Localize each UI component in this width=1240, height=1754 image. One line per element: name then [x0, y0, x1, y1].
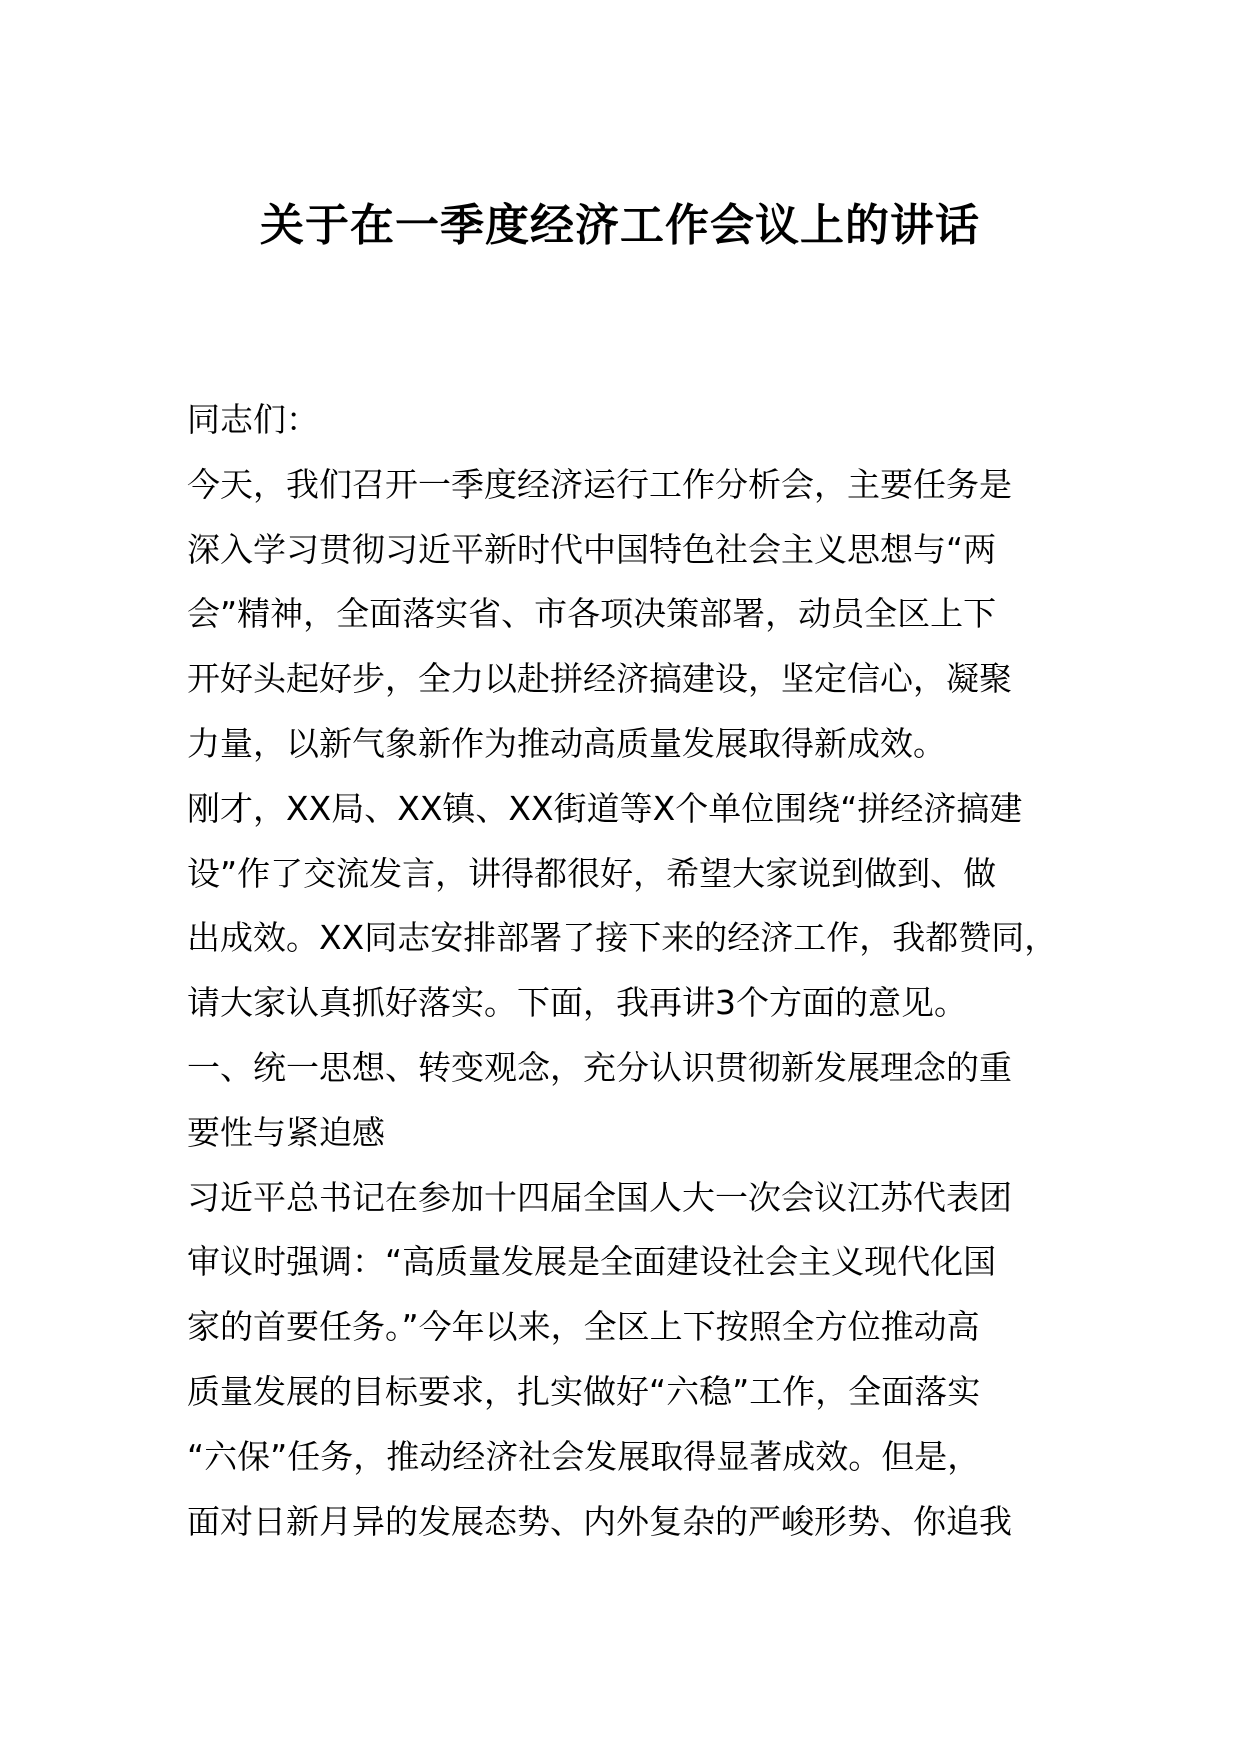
salutation-line: 同志们： — [187, 400, 319, 439]
section-heading-line: 一、统一思想、转变观念，充分认识贯彻新发展理念的重 — [187, 1047, 1012, 1087]
paragraph-line: 深入学习贯彻习近平新时代中国特色社会主义思想与“两 — [187, 529, 997, 569]
paragraph-line: 请大家认真抓好落实。下面，我再讲3个方面的意见。 — [187, 983, 967, 1023]
paragraph-line: 会”精神，全面落实省、市各项决策部署，动员全区上下 — [187, 594, 997, 634]
paragraph-line: 面对日新月异的发展态势、内外复杂的严峻形势、你追我 — [187, 1501, 1012, 1541]
paragraph-line: 设”作了交流发言，讲得都很好，希望大家说到做到、做 — [187, 853, 997, 893]
paragraph-line: 力量，以新气象新作为推动高质量发展取得新成效。 — [187, 723, 946, 763]
paragraph-line: 出成效。XX同志安排部署了接下来的经济工作，我都赞同， — [187, 918, 1058, 958]
paragraph-line: 习近平总书记在参加十四届全国人大一次会议江苏代表团 — [187, 1177, 1012, 1217]
paragraph-line: 家的首要任务。”今年以来，全区上下按照全方位推动高 — [187, 1307, 980, 1347]
paragraph-line: 刚才，XX局、XX镇、XX街道等X个单位围绕“拼经济搞建 — [187, 788, 1023, 828]
paragraph-line: 质量发展的目标要求，扎实做好“六稳”工作，全面落实 — [187, 1371, 981, 1411]
document-title: 关于在一季度经济工作会议上的讲话 — [260, 200, 980, 251]
paragraph-line: “六保”任务，推动经济社会发展取得显著成效。但是， — [187, 1436, 981, 1476]
section-heading-line: 要性与紧迫感 — [187, 1112, 385, 1152]
paragraph-line: 今天，我们召开一季度经济运行工作分析会，主要任务是 — [187, 464, 1012, 504]
document-body — [187, 388, 1067, 1554]
paragraph-line: 开好头起好步，全力以赴拼经济搞建设，坚定信心，凝聚 — [187, 659, 1012, 699]
paragraph-line: 审议时强调：“高质量发展是全面建设社会主义现代化国 — [187, 1242, 997, 1282]
